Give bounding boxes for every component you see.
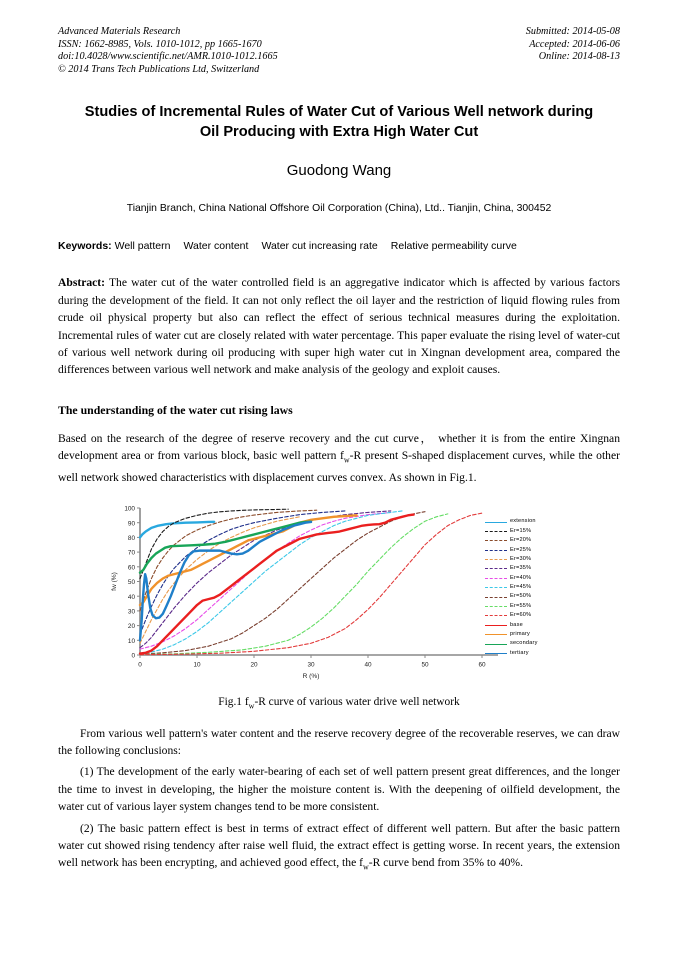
fw-subscript-2: w: [362, 862, 369, 872]
journal-name: Advanced Materials Research: [58, 26, 181, 37]
paragraph-part-3: -R present S-shaped displacement curves, while the other well network showed characteristics with displacement curves convex. As shown in Fig.1.: [58, 449, 620, 484]
legend-label: Er=30%: [510, 555, 532, 562]
svg-text:50: 50: [421, 661, 429, 669]
paragraph-part-1: Based on the research of the degree of reserve recovery and the cut curve: [58, 431, 419, 445]
author-name: Guodong Wang: [286, 162, 392, 180]
legend-item[interactable]: [485, 630, 577, 639]
svg-text:20: 20: [127, 623, 135, 631]
legend-item[interactable]: [485, 649, 577, 658]
svg-text:40: 40: [127, 594, 135, 602]
chart-series-er-60-: [140, 513, 482, 655]
legend-label: Er=45%: [510, 584, 532, 591]
legend-swatch-icon: [485, 615, 507, 616]
legend-item[interactable]: [485, 639, 577, 648]
svg-text:50: 50: [127, 579, 135, 587]
chart-series-base: [140, 515, 414, 654]
legend-swatch-icon: [485, 531, 507, 532]
legend-item[interactable]: [485, 546, 577, 555]
legend-swatch-icon: [485, 522, 507, 523]
legend-label: Er=35%: [510, 565, 532, 572]
legend-label: Er=40%: [510, 574, 532, 581]
legend-label: Er=50%: [510, 593, 532, 600]
legend-item[interactable]: [485, 611, 577, 620]
svg-text:0: 0: [131, 652, 135, 660]
abstract-label: Abstract:: [58, 276, 106, 290]
affiliation: Tianjin Branch, China National Offshore Oil Corporation (China), Ltd.. Tianjin, China, 300452: [126, 203, 552, 215]
legend-item[interactable]: [485, 583, 577, 592]
keyword-item: Relative permeability curve: [390, 240, 517, 253]
legend-swatch-icon: [485, 644, 507, 645]
legend-label: Er=25%: [510, 546, 532, 553]
fw-r-chart: [104, 500, 574, 690]
legend-label: secondary: [510, 640, 538, 647]
accepted-date: Accepted: 2014-06-06: [529, 38, 620, 50]
legend-item[interactable]: [485, 574, 577, 583]
legend-swatch-icon: [485, 587, 507, 588]
caption-pre: Fig.1 f: [218, 696, 249, 709]
svg-text:80: 80: [127, 535, 135, 543]
copyright-line: © 2014 Trans Tech Publications Ltd, Switzerland: [58, 63, 260, 75]
svg-text:30: 30: [307, 661, 315, 669]
keyword-item: Well pattern: [114, 240, 171, 253]
legend-item[interactable]: [485, 536, 577, 545]
figure-caption: [58, 696, 620, 710]
abstract-block: [58, 274, 620, 378]
online-date: Online: 2014-08-13: [538, 51, 620, 63]
keyword-item: Water content: [183, 240, 249, 253]
keywords-line: [58, 240, 620, 252]
masthead-right: [526, 26, 620, 64]
section-heading: The understanding of the water cut rising laws: [58, 402, 293, 417]
doi-line: doi:10.4028/www.scientific.net/AMR.1010-1012.1665: [58, 51, 278, 63]
legend-swatch-icon: [485, 653, 507, 654]
svg-text:40: 40: [364, 661, 372, 669]
paragraph-part-2: whether it is from the entire Xingnan development area or from various block, basic well pattern f: [58, 431, 620, 463]
legend-swatch-icon: [485, 606, 507, 607]
paragraph-comma: ，: [418, 431, 434, 445]
masthead: [58, 26, 620, 76]
legend-label: Er=15%: [510, 527, 532, 534]
legend-label: Er=60%: [510, 612, 532, 619]
svg-text:70: 70: [127, 550, 135, 558]
conclusions-intro: From various well pattern's water content and the reserve recovery degree of the recoverable reserves, we can draw the following conclusions:: [58, 726, 620, 758]
legend-label: Er=55%: [510, 602, 532, 609]
chart-series-er-30-: [140, 517, 300, 643]
conclusion-2-part-2: -R curve bend from 35% to 40%.: [368, 856, 523, 870]
caption-subscript: w: [248, 701, 255, 711]
legend-label: Er=20%: [510, 537, 532, 544]
masthead-left: [58, 26, 278, 76]
abstract-text: The water cut of the water controlled field is an aggregative indicator which is affected by various factors during the development of the field. It can not only reflect the oil layer and the restriction of liquid flowing rules from crude oil physical property but also can reflect the effect of serious technical measures during the exploitation. Incremental rules of water cut are closely related with water percentage. This paper evaluate the rising level of water-cut of various well network during oil producing with super high water cut in Xingnan development area, compared the differences between various well network and make analysis of the geology and exploit causes.: [58, 276, 620, 377]
legend-swatch-icon: [485, 559, 507, 560]
svg-text:10: 10: [193, 661, 201, 669]
conclusion-item-2: [58, 820, 620, 877]
legend-swatch-icon: [485, 625, 507, 626]
issn-line: ISSN: 1662-8985, Vols. 1010-1012, pp 1665-1670: [58, 38, 262, 50]
legend-item[interactable]: [485, 564, 577, 573]
legend-item[interactable]: [485, 555, 577, 564]
page-title: Studies of Incremental Rules of Water Cut of Various Well network during Oil Producing with Extra High Water Cut: [84, 104, 594, 141]
legend-swatch-icon: [485, 634, 507, 635]
conclusion-2-part-1: (2) The basic pattern effect is best in terms of extract effect of different well pattern. But after the basic pattern water cut showed rising tendency after raise well fluid, the extract effect is getting worse. In recent years, the extension well network has been encrypting, and achieved good effect, the f: [58, 821, 620, 870]
keywords-label: Keywords:: [58, 240, 112, 253]
keyword-item: Water cut increasing rate: [261, 240, 378, 253]
svg-text:90: 90: [127, 520, 135, 528]
legend-item[interactable]: [485, 527, 577, 536]
svg-text:60: 60: [478, 661, 486, 669]
legend-item[interactable]: [485, 602, 577, 611]
legend-item[interactable]: [485, 621, 577, 630]
svg-text:0: 0: [138, 661, 142, 669]
svg-text:fw (%): fw (%): [111, 572, 118, 592]
fw-subscript: w: [343, 455, 350, 465]
submitted-date: Submitted: 2014-05-08: [525, 26, 620, 37]
chart-series-tertiary: [140, 522, 311, 640]
chart-series-er-55-: [140, 514, 448, 655]
legend-label: extension: [510, 518, 536, 525]
chart-legend: [485, 517, 577, 658]
figure-1: [58, 500, 620, 690]
conclusion-item-1: (1) The development of the early water-bearing of each set of well pattern present great differences, and the longer the time to invest in developing, the higher the moisture content is. With the deepening of oilfield development, the water cut of various layer system changes tend to be more consistent.: [58, 765, 620, 814]
legend-swatch-icon: [485, 568, 507, 569]
legend-swatch-icon: [485, 578, 507, 579]
legend-swatch-icon: [485, 540, 507, 541]
legend-label: base: [510, 621, 523, 628]
svg-text:30: 30: [127, 608, 135, 616]
legend-item[interactable]: [485, 592, 577, 601]
svg-text:R (%): R (%): [302, 673, 320, 681]
legend-swatch-icon: [485, 597, 507, 598]
legend-label: tertiary: [510, 649, 529, 656]
svg-text:10: 10: [127, 638, 135, 646]
chart-series-er-25-: [140, 511, 345, 634]
chart-series-er-50-: [140, 512, 425, 655]
svg-text:100: 100: [124, 505, 135, 513]
legend-swatch-icon: [485, 550, 507, 551]
legend-label: primary: [510, 631, 531, 638]
svg-text:20: 20: [250, 661, 258, 669]
legend-item[interactable]: [485, 517, 577, 526]
chart-series-extension: [140, 522, 214, 538]
caption-post: -R curve of various water drive well network: [254, 696, 460, 709]
section-paragraph: [58, 430, 620, 487]
svg-text:60: 60: [127, 564, 135, 572]
